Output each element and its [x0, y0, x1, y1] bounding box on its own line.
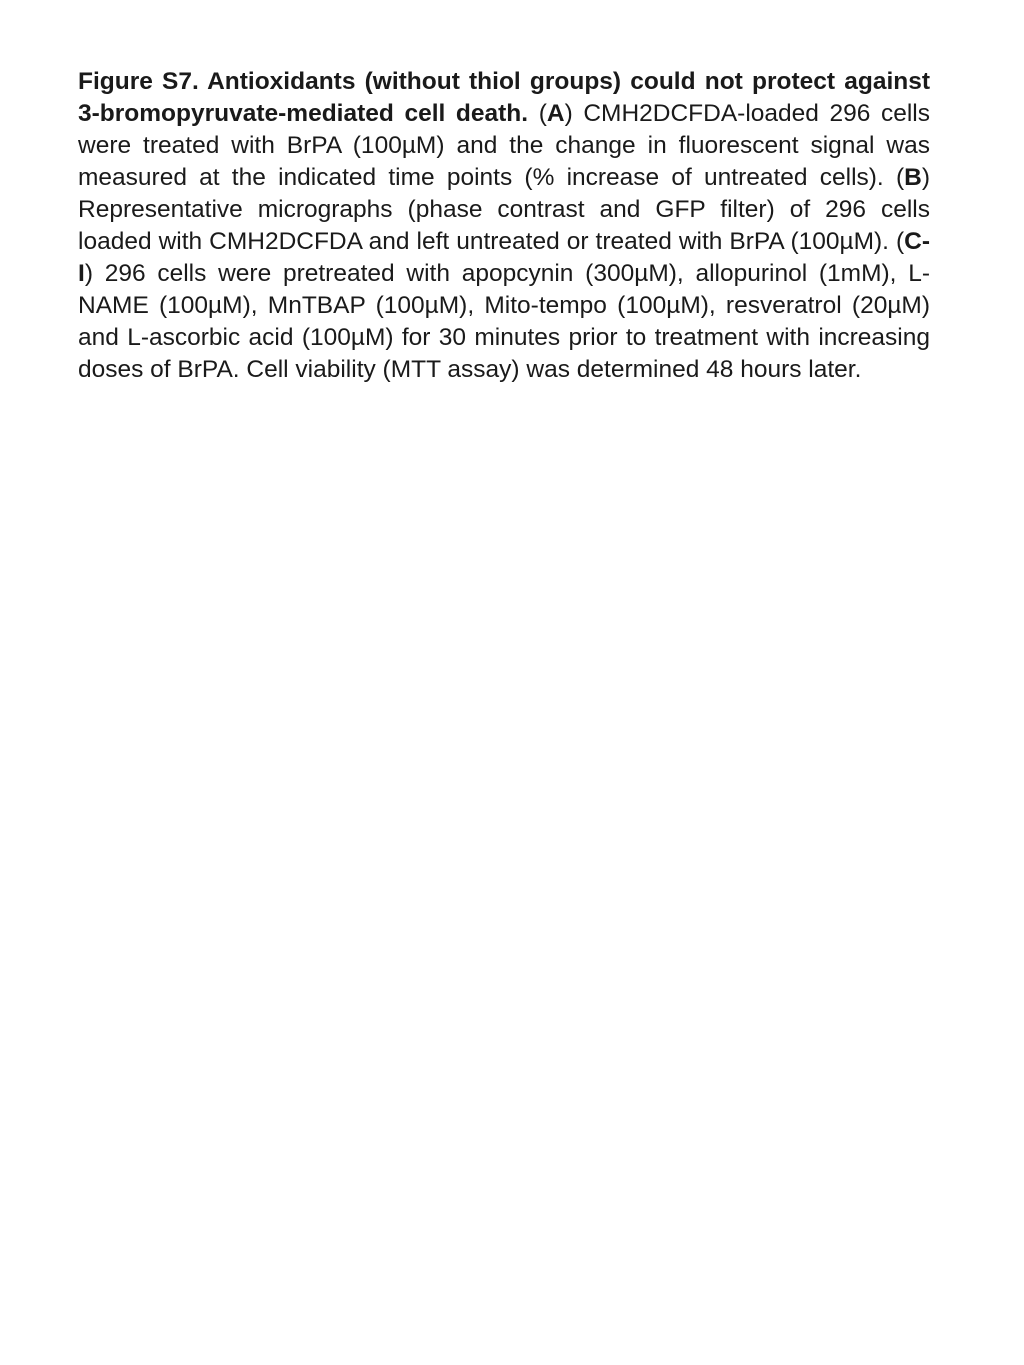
caption-panel-a-text: ) CMH2DCFDA-loaded 296 cells were treated with BrPA (100µM) and the change in fluorescent signal was measured at the indicated time points (% increase of untreated cells). ( — [78, 100, 930, 191]
caption-panel-a-open: ( — [528, 100, 547, 127]
caption-title: Figure S7. Antioxidants (without thiol groups) could not protect against 3-bromopyruvate-mediated cell death. — [78, 68, 930, 127]
caption-panel-a-label: A — [546, 100, 565, 127]
caption-panel-b-text: ) Representative micrographs (phase contrast and GFP filter) of 296 cells loaded with CMH2DCFDA and left untreated or treated with BrPA (100µM). ( — [78, 164, 930, 255]
caption-panel-b-label: B — [904, 164, 922, 191]
caption-panel-ci-text: ) 296 cells were pretreated with apopcynin (300µM), allopurinol (1mM), L-NAME (100µM), MnTBAP (100µM), Mito-tempo (100µM), resveratrol (20µM) and L-ascorbic acid (100µM) for 30 minutes prior to treatment with increasing doses of BrPA. Cell viability (MTT assay) was determined 48 hours later. — [78, 260, 930, 383]
figure-caption — [78, 66, 930, 386]
caption-panel-ci-label: C-I — [78, 228, 930, 287]
